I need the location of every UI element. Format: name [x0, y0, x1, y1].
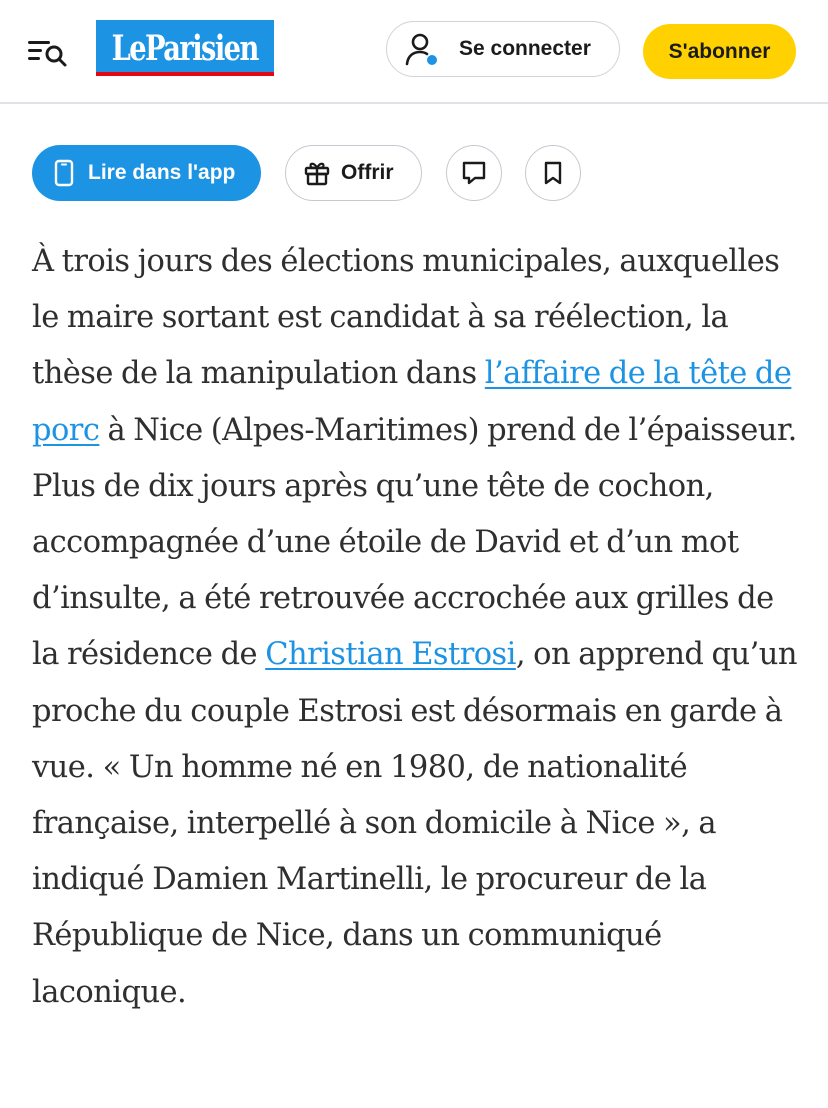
site-logo[interactable] — [96, 20, 274, 76]
logo-text: LeParisien — [111, 27, 259, 69]
article-toolbar — [0, 145, 828, 203]
article-text: , on apprend qu’un proche du couple Estrosi est désormais en garde à vue. « Un homme né en 1980, de nationalité française, interpellé à son domicile à Nice », a indiqué Damien Martinelli, le procureur de la République de Nice, dans un communiqué laconique. — [32, 637, 797, 1010]
article-text: À trois jours des élections municipales, auxquelles le maire sortant est candidat à sa réélection, la thèse de la manipulation dans — [32, 244, 780, 392]
menu-search-icon — [26, 36, 70, 70]
gift-article-button[interactable] — [285, 145, 422, 201]
pig-head-affair-link[interactable]: l’affaire de la tête de porc — [32, 356, 792, 448]
user-icon — [403, 31, 439, 67]
logo-underline — [96, 72, 274, 76]
article-body — [32, 234, 802, 1021]
gift-article-label: Offrir — [341, 161, 394, 184]
login-button[interactable] — [386, 21, 620, 77]
site-header — [0, 0, 828, 104]
bookmark-button[interactable] — [525, 145, 581, 201]
comment-icon — [461, 160, 487, 186]
read-in-app-label: Lire dans l'app — [88, 161, 236, 184]
bookmark-icon — [540, 160, 566, 186]
menu-search-button[interactable] — [26, 36, 70, 70]
comments-button[interactable] — [446, 145, 502, 201]
christian-estrosi-link[interactable]: Christian Estrosi — [265, 637, 516, 673]
gift-icon — [304, 160, 330, 186]
read-in-app-button[interactable] — [32, 145, 261, 201]
subscribe-button[interactable]: S'abonner — [643, 24, 796, 79]
article-text: à Nice (Alpes-Maritimes) prend de l’épaisseur. Plus de dix jours après qu’une tête de cochon, accompagnée d’une étoile de David et d’un mot d’insulte, a été retrouvée accrochée aux grilles de la résidence de — [32, 412, 797, 673]
phone-icon — [54, 159, 74, 187]
login-label: Se connecter — [459, 37, 591, 60]
